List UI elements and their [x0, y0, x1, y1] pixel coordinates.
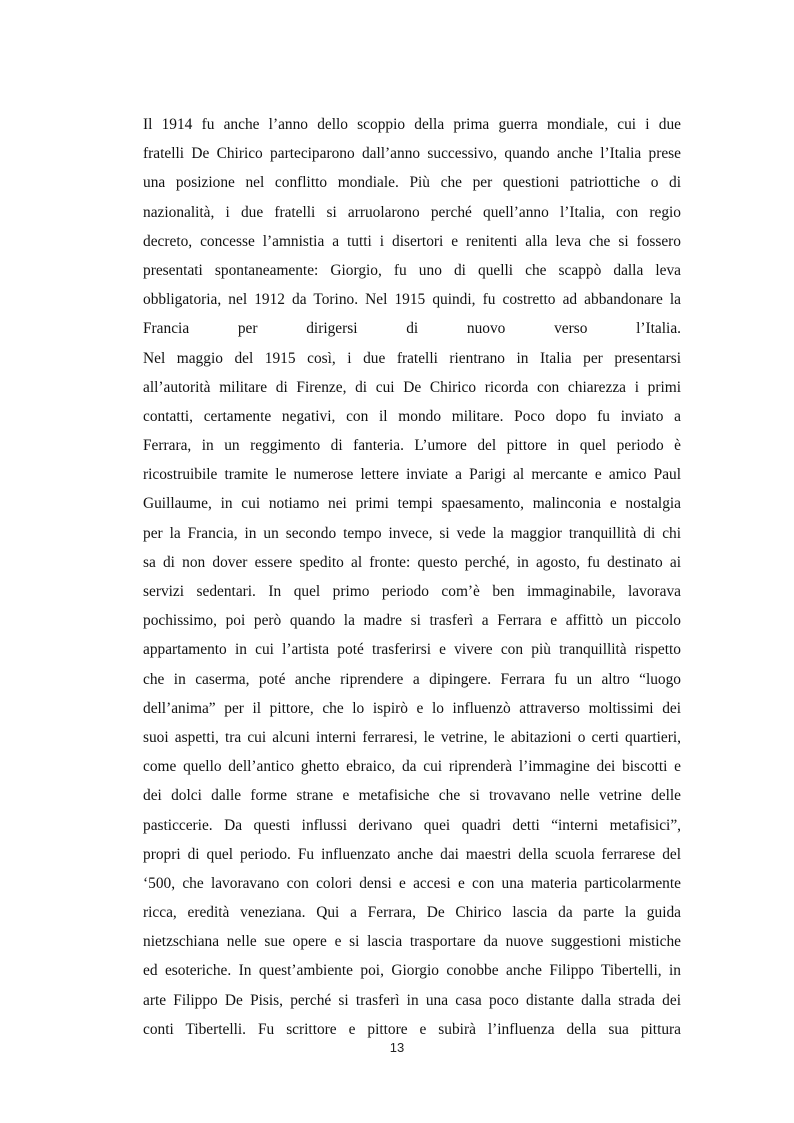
text-line: ricca, eredità veneziana. Qui a Ferrara, De Chirico lascia da parte la guida	[143, 904, 681, 922]
text-line: Nel maggio del 1915 così, i due fratelli rientrano in Italia per presentarsi	[143, 349, 681, 367]
text-line: ed esoteriche. In quest’ambiente poi, Giorgio conobbe anche Filippo Tibertelli, in	[143, 962, 681, 980]
text-line: ricostruibile tramite le numerose lettere inviate a Parigi al mercante e amico Paul	[143, 466, 681, 484]
text-line: per la Francia, in un secondo tempo invece, si vede la maggior tranquillità di chi	[143, 524, 681, 542]
text-line: fratelli De Chirico parteciparono dall’anno successivo, quando anche l’Italia prese	[143, 145, 681, 163]
text-line: pochissimo, poi però quando la madre si trasferì a Ferrara e affittò un piccolo	[143, 612, 681, 630]
text-line: arte Filippo De Pisis, perché si trasferì in una casa poco distante dalla strada dei	[143, 991, 681, 1009]
text-line: all’autorità militare di Firenze, di cui De Chirico ricorda con chiarezza i primi	[143, 378, 681, 396]
text-line: Francia per dirigersi di nuovo verso l’Italia.	[143, 320, 681, 338]
text-line: sa di non dover essere spedito al fronte: questo perché, in agosto, fu destinato ai	[143, 553, 681, 571]
text-line: Ferrara, in un reggimento di fanteria. L’umore del pittore in quel periodo è	[143, 437, 681, 455]
text-line: suoi aspetti, tra cui alcuni interni ferraresi, le vetrine, le abitazioni o certi quartieri,	[143, 728, 681, 746]
text-line: che in caserma, poté anche riprendere a dipingere. Ferrara fu un altro “luogo	[143, 670, 681, 688]
text-line: Il 1914 fu anche l’anno dello scoppio della prima guerra mondiale, cui i due	[143, 116, 681, 133]
text-line: dell’anima” per il pittore, che lo ispirò e lo influenzò attraverso moltissimi dei	[143, 699, 681, 717]
text-line: propri di quel periodo. Fu influenzato anche dai maestri della scuola ferrarese del	[143, 845, 681, 863]
text-line: obbligatoria, nel 1912 da Torino. Nel 1915 quindi, fu costretto ad abbandonare la	[143, 291, 681, 309]
text-line: ‘500, che lavoravano con colori densi e accesi e con una materia particolarmente	[143, 874, 681, 892]
page-number: 13	[389, 1040, 405, 1055]
text-line: nietzschiana nelle sue opere e si lascia trasportare da nuove suggestioni mistiche	[143, 933, 681, 951]
text-line: come quello dell’antico ghetto ebraico, da cui riprenderà l’immagine dei biscotti e	[143, 758, 681, 776]
text-line: decreto, concesse l’amnistia a tutti i disertori e renitenti alla leva che si fossero	[143, 232, 681, 250]
body-text	[143, 110, 681, 1044]
text-line: Guillaume, in cui notiamo nei primi tempi spaesamento, malinconia e nostalgia	[143, 495, 681, 513]
text-line: conti Tibertelli. Fu scrittore e pittore e subirà l’influenza della sua pittura	[143, 1020, 681, 1038]
text-line: dei dolci dalle forme strane e metafisiche che si trovavano nelle vetrine delle	[143, 787, 681, 805]
text-line: una posizione nel conflitto mondiale. Più che per questioni patriottiche o di	[143, 174, 681, 192]
text-line: contatti, certamente negativi, con il mondo militare. Poco dopo fu inviato a	[143, 407, 681, 425]
text-line: presentati spontaneamente: Giorgio, fu uno di quelli che scappò dalla leva	[143, 261, 681, 279]
text-line: servizi sedentari. In quel primo periodo com’è ben immaginabile, lavorava	[143, 583, 681, 600]
text-line: appartamento in cui l’artista poté trasferirsi e vivere con più tranquillità rispetto	[143, 641, 681, 659]
text-line: pasticcerie. Da questi influssi derivano quei quadri detti “interni metafisici”,	[143, 816, 681, 834]
text-line: nazionalità, i due fratelli si arruolarono perché quell’anno l’Italia, con regio	[143, 203, 681, 221]
